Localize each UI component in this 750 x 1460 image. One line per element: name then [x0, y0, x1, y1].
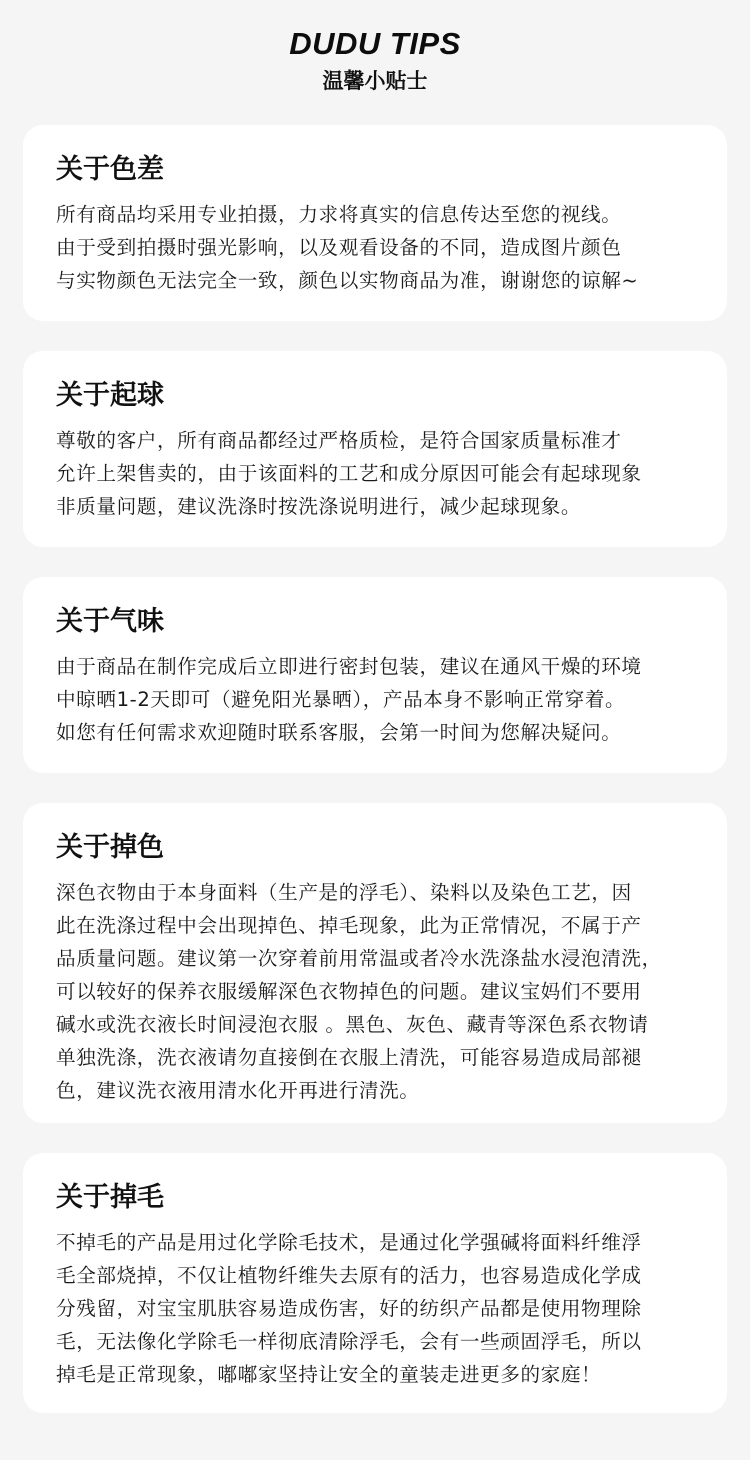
tip-card-line: 尊敬的客户，所有商品都经过严格质检，是符合国家质量标准才 [56, 429, 622, 452]
tip-card-line: 所有商品均采用专业拍摄，力求将真实的信息传达至您的视线。 [56, 203, 622, 226]
tip-card-line: 色，建议洗衣液用清水化开再进行清洗。 [56, 1079, 420, 1102]
tip-card-line: 允许上架售卖的，由于该面料的工艺和成分原因可能会有起球现象 [56, 462, 642, 485]
tip-card-line: 此在洗涤过程中会出现掉色、掉毛现象，此为正常情况，不属于产 [56, 914, 642, 937]
tip-card-fading [23, 803, 727, 1123]
tip-card-line: 掉毛是正常现象，嘟嘟家坚持让安全的童装走进更多的家庭！ [56, 1363, 602, 1386]
tip-card-color-difference [23, 125, 727, 321]
tip-card-line: 不掉毛的产品是用过化学除毛技术，是通过化学强碱将面料纤维浮 [56, 1231, 642, 1254]
tip-card-title: 关于气味 [56, 606, 164, 637]
tip-card-body [56, 876, 716, 1107]
tip-card-line: 深色衣物由于本身面料（生产是的浮毛）、染料以及染色工艺，因 [56, 881, 632, 904]
tip-card-pilling [23, 351, 727, 547]
tip-card-body [56, 650, 716, 749]
tip-card-line: 品质量问题。建议第一次穿着前用常温或者冷水洗涤盐水浸泡清洗， [56, 947, 662, 970]
tip-card-line: 毛，无法像化学除毛一样彻底清除浮毛，会有一些顽固浮毛，所以 [56, 1330, 642, 1353]
tip-card-line: 可以较好的保养衣服缓解深色衣物掉色的问题。建议宝妈们不要用 [56, 980, 642, 1003]
tip-card-line: 非质量问题，建议洗涤时按洗涤说明进行，减少起球现象。 [56, 495, 582, 518]
tip-card-title: 关于掉色 [56, 832, 164, 863]
tip-card-shedding [23, 1153, 727, 1413]
tip-card-title: 关于色差 [56, 154, 164, 185]
tip-card-odor [23, 577, 727, 773]
tip-card-line: 由于商品在制作完成后立即进行密封包装，建议在通风干燥的环境 [56, 655, 642, 678]
tip-card-line: 与实物颜色无法完全一致，颜色以实物商品为准，谢谢您的谅解~ [56, 269, 639, 292]
tip-card-body [56, 424, 716, 523]
tip-card-line: 碱水或洗衣液长时间浸泡衣服 。黑色、灰色、藏青等深色系衣物请 [56, 1013, 649, 1036]
tip-card-line: 毛全部烧掉，不仅让植物纤维失去原有的活力，也容易造成化学成 [56, 1264, 642, 1287]
tip-card-title: 关于掉毛 [56, 1182, 164, 1213]
tip-card-line: 分残留，对宝宝肌肤容易造成伤害，好的纺织产品都是使用物理除 [56, 1297, 642, 1320]
brand-title: DUDU TIPS [289, 26, 461, 61]
tip-card-body [56, 1226, 716, 1391]
tip-card-line: 中晾晒1-2天即可（避免阳光暴晒），产品本身不影响正常穿着。 [56, 688, 626, 711]
tip-card-line: 如您有任何需求欢迎随时联系客服，会第一时间为您解决疑问。 [56, 721, 622, 744]
page-subtitle: 温馨小贴士 [322, 69, 428, 93]
tip-card-line: 由于受到拍摄时强光影响，以及观看设备的不同，造成图片颜色 [56, 236, 622, 259]
tip-card-body [56, 198, 716, 297]
page-header [0, 0, 750, 110]
tip-card-line: 单独洗涤，洗衣液请勿直接倒在衣服上清洗，可能容易造成局部褪 [56, 1046, 642, 1069]
tip-card-title: 关于起球 [56, 380, 164, 411]
